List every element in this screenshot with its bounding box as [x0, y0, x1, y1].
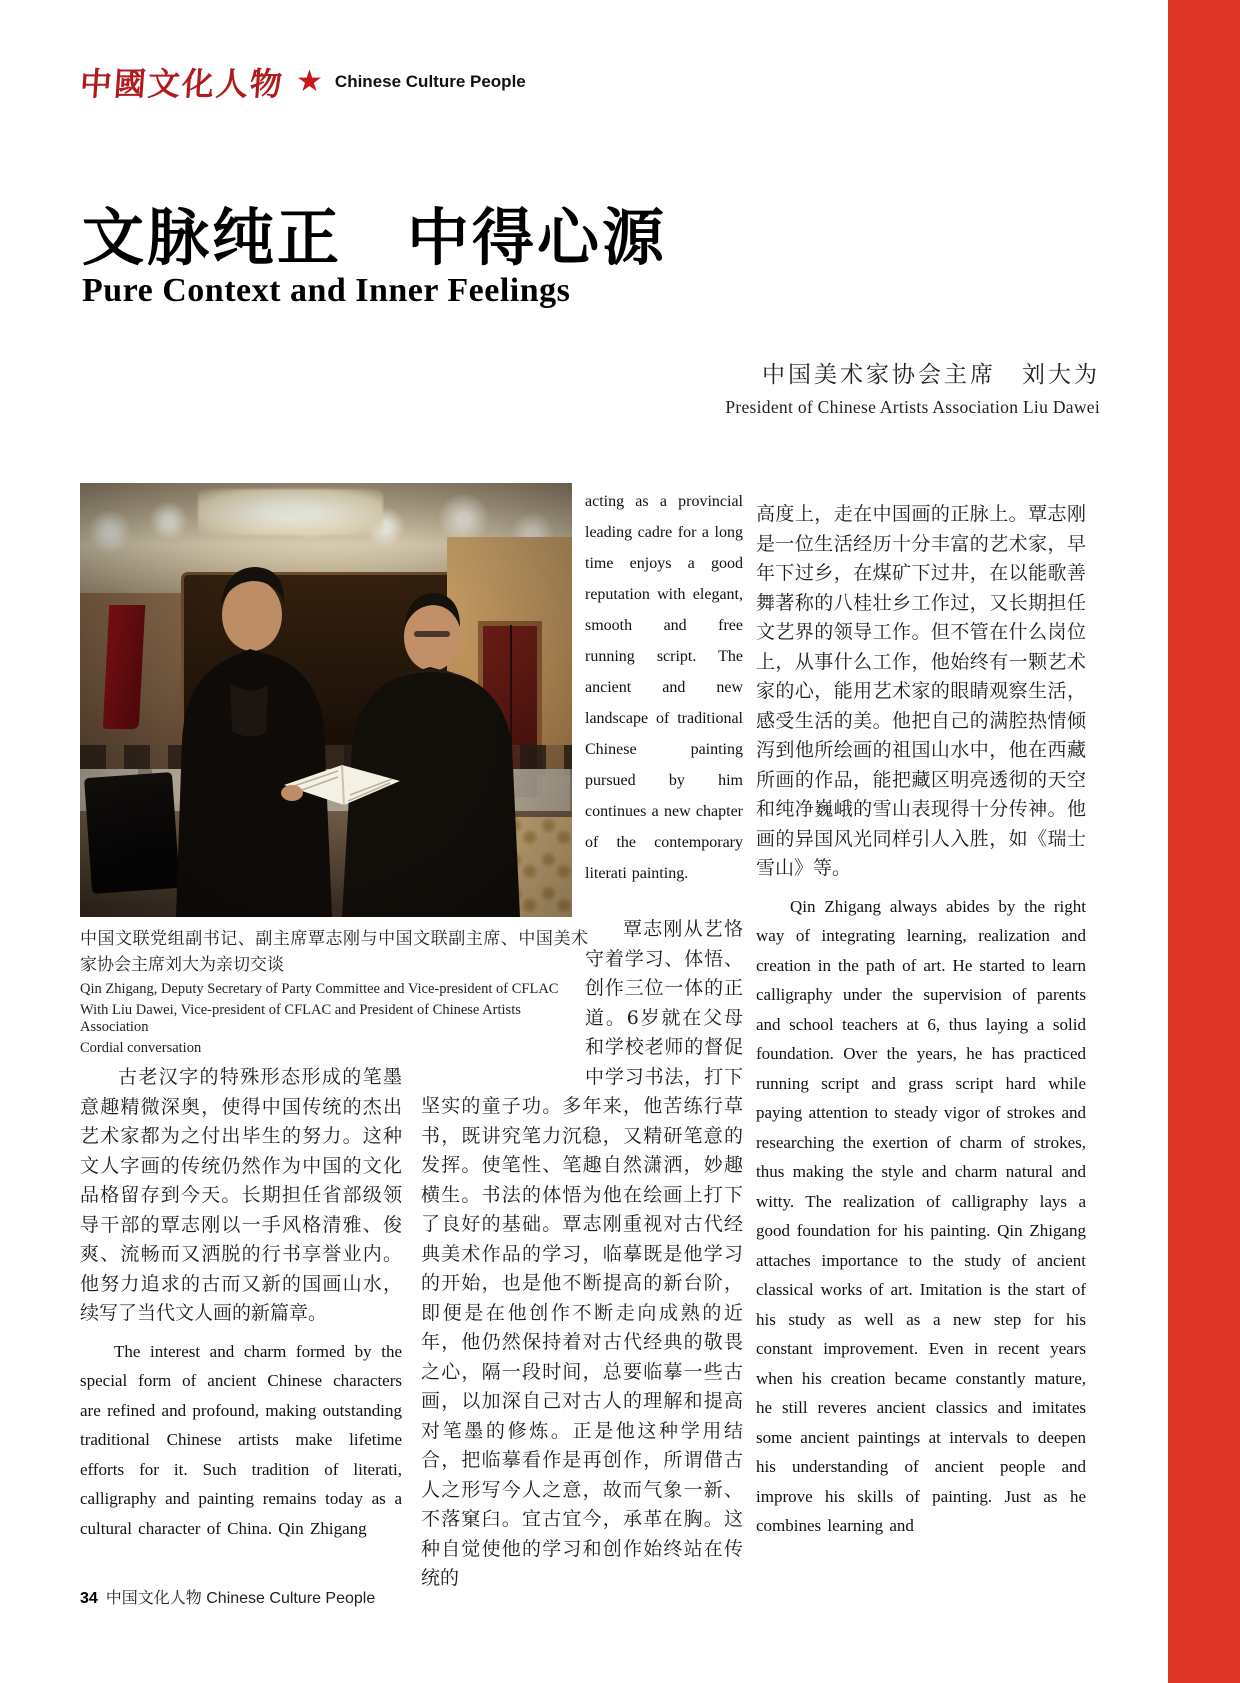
magazine-logo-en: Chinese Culture People [334, 72, 526, 91]
column-middle [421, 480, 743, 1594]
right-paragraph-en: Qin Zhigang always abides by the right way of integrating learning, realization and creation in the path of art. He started to learn calligraphy under the supervision of parents and school teachers at 6, thus laying a solid foundation. Over the years, he has practiced running script and grass script hard while paying attention to steady vigor of strokes and researching the exertion of charm of strokes, thus making the style and charm natural and witty. The realization of calligraphy lays a good foundation for his painting. Qin Zhigang attaches importance to the study of ancient classical works of art. Imitation is the start of his study as well as a new step for his constant improvement. Even in recent years when his creation became constantly mature, he still reveres ancient classics and imitates some ancient paintings at intervals to deepen his understanding of ancient people and improve his skills of painting. Just as he combines learning and [756, 896, 1086, 1535]
article-title-cn: 文脉纯正 中得心源 [82, 201, 668, 274]
photo-wrap-spacer [421, 480, 585, 1070]
photo-caption-cn: 中国文联党组副书记、副主席覃志刚与中国文联副主席、中国美术家协会主席刘大为亲切交谈 [80, 929, 588, 975]
star-icon: ★ [296, 64, 323, 99]
footer-text: 中国文化人物 Chinese Culture People [105, 1590, 376, 1607]
byline-en: President of Chinese Artists Association Liu Dawei [725, 397, 1100, 417]
byline-cn: 中国美术家协会主席 刘大为 [762, 362, 1100, 388]
magazine-logo-cn: 中國文化人物 [78, 65, 286, 103]
middle-paragraph-cn: 覃志刚从艺恪守着学习、体悟、创作三位一体的正道。6岁就在父母和学校老师的督促中学习书法，打下坚实的童子功。多年来，他苦练行草书，既讲究笔力沉稳，又精研笔意的发挥。使笔性、笔趣自然潇洒，妙趣横生。书法的体悟为他在绘画上打下了良好的基础。覃志刚重视对古代经典美术作品的学习，临摹既是他学习的开始，也是他不断提高的新台阶，即便是在他创作不断走向成熟的近年，他仍然保持着对古代经典的敬畏之心，隔一段时间，总要临摹一些古画，以加深自己对古人的理解和提高对笔墨的修炼。正是他这种学用结合，把临摹看作是再创作，所谓借古人之形写今人之意，故而气象一新、不落窠臼。宜古宜今，承革在胸。这种自觉使他的学习和创作始终站在传统的 [421, 918, 743, 1589]
page-number: 34 [80, 1590, 98, 1607]
column-left [80, 1063, 402, 1543]
page-footer [80, 1585, 375, 1608]
left-paragraph-en: The interest and charm formed by the special form of ancient Chinese characters are refined and profound, making outstanding traditional Chinese artists make lifetime efforts for it. Such tradition of literati, calligraphy and painting remains today as a cultural character of China. Qin Zhigang [80, 1341, 402, 1538]
byline [460, 356, 1100, 418]
middle-paragraph-en: acting as a provincial leading cadre for a long time enjoys a good reputation with elegant, smooth and free running script. The ancient and new landscape of traditional Chinese painting pursued by him continues a new chapter of the contemporary literati painting. [585, 493, 743, 882]
masthead [80, 60, 526, 104]
photo-caption-en-line3: Cordial conversation [80, 1039, 202, 1056]
right-paragraph-cn: 高度上，走在中国画的正脉上。覃志刚是一位生活经历十分丰富的艺术家，早年下过乡，在煤矿下过井，在以能歌善舞著称的八桂壮乡工作过，又长期担任文艺界的领导工作。但不管在什么岗位上，从事什么工作，他始终有一颗艺术家的心，能用艺术家的眼睛观察生活，感受生活的美。他把自己的满腔热情倾泻到他所绘画的祖国山水中，他在西藏所画的作品，能把藏区明亮透彻的天空和纯净巍峨的雪山表现得十分传神。他画的异国风光同样引人入胜，如《瑞士雪山》等。 [756, 503, 1086, 879]
column-right [756, 500, 1086, 1541]
left-paragraph-cn: 古老汉字的特殊形态形成的笔墨意趣精微深奥，使得中国传统的杰出艺术家都为之付出毕生的努力。这种文人字画的传统仍然作为中国的文化品格留存到今天。长期担任省部级领导干部的覃志刚以一手风格清雅、俊爽、流畅而又洒脱的行书享誉业内。他努力追求的古而又新的国画山水，续写了当代文人画的新篇章。 [80, 1066, 402, 1324]
photo-caption-en-line2: With Liu Dawei, Vice-president of CFLAC and President of Chinese Artists Association [80, 1001, 521, 1035]
right-red-band [1168, 0, 1240, 1683]
photo-caption-en-line1: Qin Zhigang, Deputy Secretary of Party Committee and Vice-president of CFLAC [80, 981, 559, 997]
article-title-en: Pure Context and Inner Feelings [82, 272, 571, 309]
